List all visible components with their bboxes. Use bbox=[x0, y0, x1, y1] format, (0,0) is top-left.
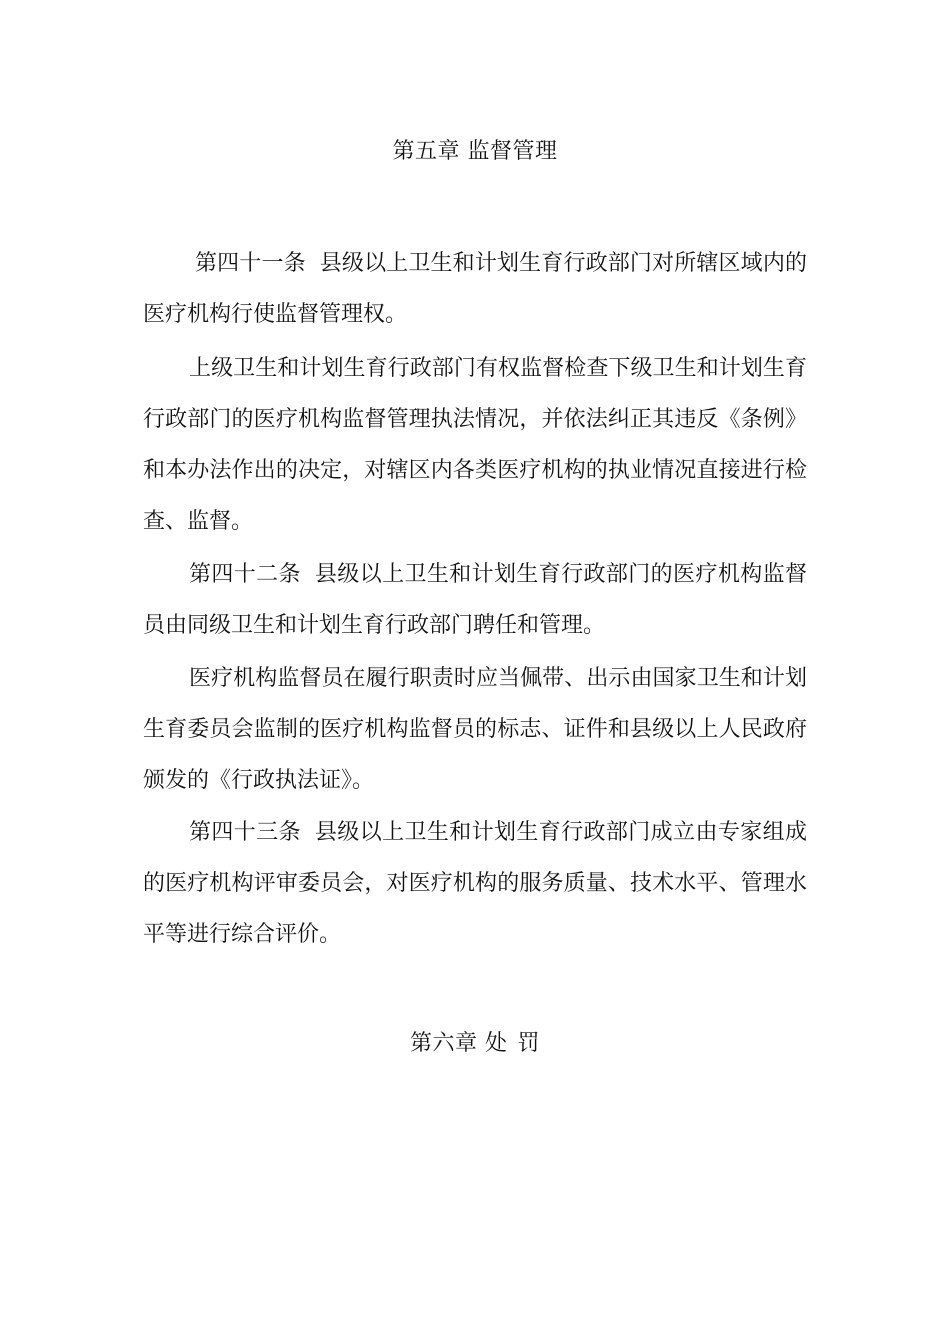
article-text: 县级以上卫生和计划生育行政部门对所辖区域内的医疗机构行使监督管理权。 bbox=[143, 251, 807, 327]
article-41-paragraph bbox=[143, 238, 807, 340]
chapter-6-title bbox=[0, 1029, 950, 1059]
paragraph-text: 上级卫生和计划生育行政部门有权监督检查下级卫生和计划生育行政部门的医疗机构监督管理执法情况，并依法纠正其违反《条例》和本办法作出的决定，对辖区内各类医疗机构的执业情况直接进行检查、监督。 bbox=[143, 356, 807, 534]
article-number: 第四十二条 bbox=[189, 562, 301, 587]
article-41-supplement-paragraph bbox=[143, 343, 807, 547]
article-number: 第四十一条 bbox=[195, 251, 306, 276]
paragraph-text: 医疗机构监督员在履行职责时应当佩带、出示由国家卫生和计划生育委员会监制的医疗机构监督员的标志、证件和县级以上人民政府颁发的《行政执法证》。 bbox=[143, 666, 807, 793]
article-text: 县级以上卫生和计划生育行政部门的医疗机构监督员由同级卫生和计划生育行政部门聘任和管理。 bbox=[143, 562, 807, 638]
article-42-paragraph bbox=[143, 549, 807, 651]
chapter-5-title bbox=[0, 137, 950, 167]
article-42-supplement-paragraph bbox=[143, 653, 807, 806]
article-text: 县级以上卫生和计划生育行政部门成立由专家组成的医疗机构评审委员会，对医疗机构的服务质量、技术水平、管理水平等进行综合评价。 bbox=[143, 820, 807, 947]
chapter-5-title-text: 第五章 监督管理 bbox=[392, 139, 558, 164]
article-43-paragraph bbox=[143, 807, 807, 960]
article-number: 第四十三条 bbox=[189, 820, 301, 845]
chapter-6-title-part1: 第六章 处 bbox=[409, 1031, 508, 1056]
chapter-6-title-part2: 罚 bbox=[517, 1031, 540, 1056]
